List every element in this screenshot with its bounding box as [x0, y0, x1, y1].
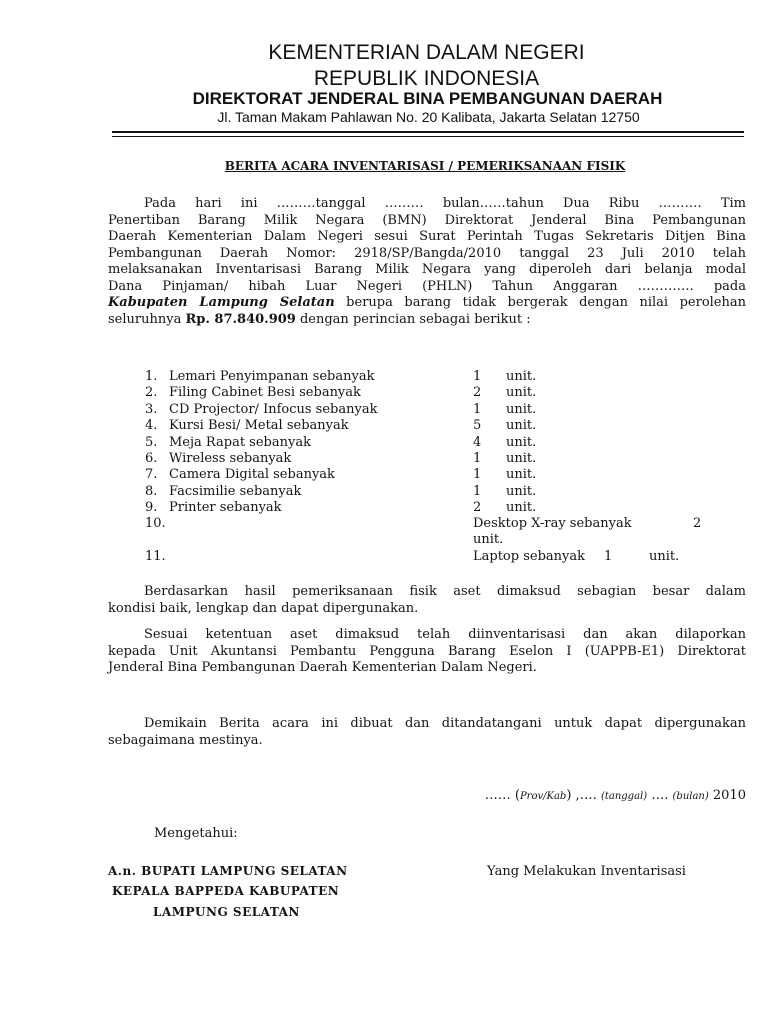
- letterhead-rule-thin: [112, 136, 744, 137]
- item-number: 1.: [145, 369, 158, 384]
- item-qty: 1: [604, 549, 613, 564]
- signer-left-line3: LAMPUNG SELATAN: [153, 905, 300, 919]
- place-date-text: …… (: [484, 788, 520, 803]
- item-qty: 5: [473, 418, 482, 434]
- item-number: 9.: [145, 500, 158, 516]
- intro-line: Pada hari ini ………tanggal ……… bulan……tahun Dua Ribu ………. Tim: [144, 196, 746, 211]
- intro-line: Pembangunan Daerah Nomor: 2918/SP/Bangda/2010 tanggal 23 Juli 2010 telah: [108, 245, 746, 261]
- country-name: REPUBLIK INDONESIA: [313, 67, 540, 90]
- total-amount: Rp. 87.840.909: [185, 311, 296, 327]
- item-number: 11.: [145, 549, 166, 564]
- signer-left-line1: A.n. BUPATI LAMPUNG SELATAN: [108, 864, 348, 878]
- intro-line: [108, 312, 746, 329]
- paragraph-line: kondisi baik, lengkap dan dapat dipergunakan.: [108, 600, 419, 616]
- item-unit: unit.: [649, 549, 680, 564]
- item-qty: 1: [473, 451, 482, 466]
- item-name: Filing Cabinet Besi sebanyak: [169, 385, 361, 401]
- closing-paragraph: [108, 716, 746, 749]
- item-number: 8.: [145, 483, 158, 499]
- item-qty: 2: [693, 516, 702, 531]
- item-name: Facsimilie sebanyak: [169, 483, 302, 499]
- report-paragraph: [108, 627, 746, 677]
- paragraph-line: Berdasarkan hasil pemeriksanaan fisik aset dimaksud sebagian besar dalam: [144, 584, 746, 599]
- place-date-text: ) ,….: [566, 788, 601, 803]
- address: Jl. Taman Makam Pahlawan No. 20 Kalibata, Jakarta Selatan 12750: [217, 109, 640, 125]
- acknowledged-label: Mengetahui:: [154, 826, 238, 841]
- place-date-line: [485, 788, 746, 805]
- item-qty: 2: [473, 385, 482, 401]
- item-unit: unit.: [506, 401, 537, 417]
- signer-right: Yang Melakukan Inventarisasi: [487, 864, 686, 879]
- item-unit: unit.: [506, 418, 537, 434]
- intro-line: [108, 295, 746, 312]
- item-qty: 1: [473, 369, 482, 384]
- item-unit: unit.: [506, 451, 537, 466]
- intro-line: melaksanakan Inventarisasi Barang Milik Negara yang diperoleh dari belanja modal: [108, 262, 746, 277]
- condition-paragraph: [108, 584, 746, 617]
- date-placeholder: (tanggal): [600, 791, 648, 802]
- directorate-name: DIREKTORAT JENDERAL BINA PEMBANGUNAN DAERAH: [192, 89, 663, 108]
- paragraph-line: Demikain Berita acara ini dibuat dan ditandatangani untuk dapat dipergunakan: [144, 716, 746, 731]
- item-number: 3.: [145, 401, 158, 417]
- place-date-text: ….: [647, 788, 673, 803]
- item-number: 6.: [145, 451, 158, 466]
- letterhead-rule-thick: [112, 131, 744, 133]
- item-number: 7.: [145, 467, 158, 483]
- item-qty: 1: [473, 483, 482, 499]
- paragraph-line: sebagaimana mestinya.: [108, 732, 263, 748]
- ministry-name: KEMENTERIAN DALAM NEGERI: [268, 41, 585, 64]
- intro-line: Daerah Kementerian Dalam Negeri sesui Surat Perintah Tugas Sekretaris Ditjen Bina: [108, 229, 746, 244]
- intro-line: Penertiban Barang Milik Negara (BMN) Direktorat Jenderal Bina Pembangunan: [108, 212, 746, 228]
- item-qty: 2: [473, 500, 482, 516]
- item-name: Desktop X-ray sebanyak: [473, 516, 632, 531]
- item-name: Laptop sebanyak: [473, 549, 585, 564]
- region-name: Kabupaten Lampung Selatan: [108, 295, 335, 310]
- item-unit: unit.: [506, 467, 537, 483]
- paragraph-line: Jenderal Bina Pembangunan Daerah Kementerian Dalam Negeri.: [108, 660, 537, 675]
- item-unit: unit.: [506, 483, 537, 499]
- intro-paragraph: [108, 196, 746, 328]
- year: 2010: [708, 788, 746, 803]
- item-unit: unit.: [473, 532, 504, 547]
- paragraph-line: Sesuai ketentuan aset dimaksud telah diinventarisasi dan akan dilaporkan: [144, 627, 746, 642]
- item-number: 2.: [145, 385, 158, 401]
- item-number: 5.: [145, 434, 158, 450]
- item-name: Wireless sebanyak: [169, 451, 292, 466]
- item-name: Printer sebanyak: [169, 500, 282, 516]
- document-title: BERITA ACARA INVENTARISASI / PEMERIKSANAAN FISIK: [224, 159, 626, 173]
- intro-text: dengan perincian sebagai berikut :: [295, 311, 531, 327]
- paragraph-line: kepada Unit Akuntansi Pembantu Pengguna Barang Eselon I (UAPPB-E1) Direktorat: [108, 643, 746, 659]
- item-name: Camera Digital sebanyak: [169, 467, 335, 483]
- item-name: CD Projector/ Infocus sebanyak: [169, 401, 378, 417]
- intro-line: Dana Pinjaman/ hibah Luar Negeri (PHLN) Tahun Anggaran …………. pada: [108, 278, 746, 294]
- signer-left-line2: KEPALA BAPPEDA KABUPATEN: [112, 884, 340, 898]
- item-qty: 1: [473, 467, 482, 483]
- month-placeholder: (bulan): [672, 791, 709, 802]
- place-placeholder: Prov/Kab: [519, 791, 567, 802]
- item-number: 10.: [145, 516, 166, 531]
- item-number: 4.: [145, 418, 158, 434]
- item-qty: 4: [473, 434, 482, 450]
- intro-text: berupa barang tidak bergerak dengan nilai perolehan: [334, 295, 746, 310]
- item-unit: unit.: [506, 434, 537, 450]
- item-unit: unit.: [506, 500, 537, 516]
- item-name: Meja Rapat sebanyak: [169, 434, 311, 450]
- item-unit: unit.: [506, 369, 537, 384]
- item-qty: 1: [473, 401, 482, 417]
- item-name: Kursi Besi/ Metal sebanyak: [169, 418, 349, 434]
- item-name: Lemari Penyimpanan sebanyak: [169, 369, 375, 384]
- item-unit: unit.: [506, 385, 537, 401]
- intro-text: seluruhnya: [108, 311, 186, 327]
